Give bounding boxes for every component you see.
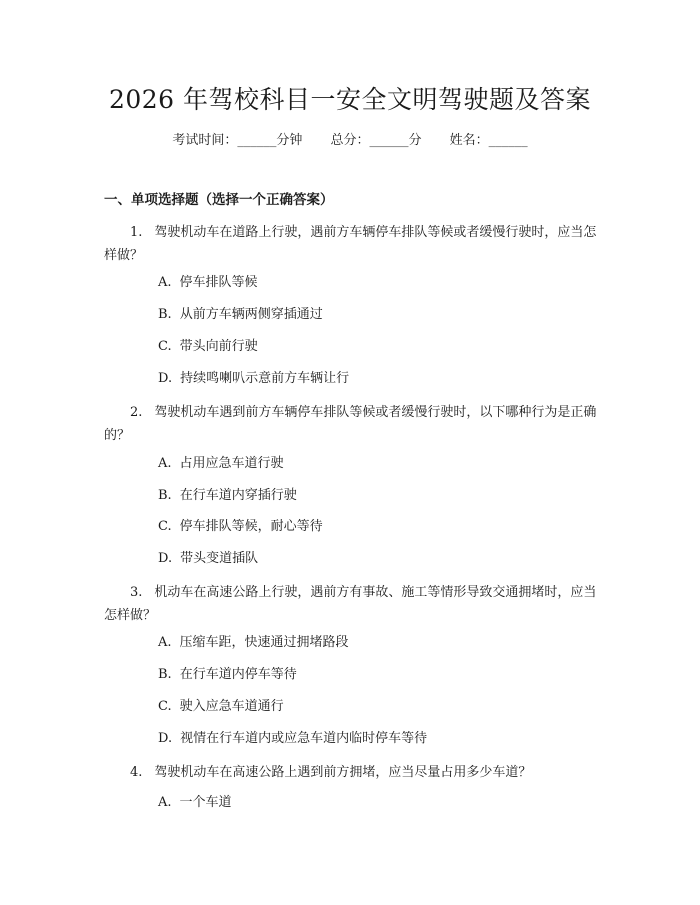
option-letter: C. bbox=[158, 699, 172, 714]
question bbox=[104, 761, 604, 784]
option bbox=[158, 697, 284, 717]
option-letter: D. bbox=[158, 731, 173, 746]
section-heading: 一、单项选择题（选择一个正确答案） bbox=[104, 192, 334, 208]
option-text: 一个车道 bbox=[179, 795, 232, 810]
option-text: 从前方车辆两侧穿插通过 bbox=[179, 307, 323, 322]
question-text: 驾驶机动车遇到前方车辆停车排队等候或者缓慢行驶时，以下哪种行为是正确的？ bbox=[104, 405, 597, 443]
exam-meta bbox=[0, 130, 700, 152]
exam-score: 总分：______分 bbox=[330, 133, 422, 148]
option bbox=[158, 665, 297, 685]
question-number: 3. bbox=[130, 585, 143, 600]
option bbox=[158, 633, 349, 653]
option-text: 持续鸣喇叭示意前方车辆让行 bbox=[180, 371, 350, 386]
option-letter: D. bbox=[158, 371, 173, 386]
option-text: 占用应急车道行驶 bbox=[179, 456, 284, 471]
option-letter: C. bbox=[158, 519, 172, 534]
option bbox=[158, 305, 323, 325]
option bbox=[158, 549, 258, 569]
question bbox=[104, 221, 604, 267]
option bbox=[158, 273, 258, 293]
option-text: 带头变道插队 bbox=[180, 551, 259, 566]
option bbox=[158, 486, 297, 506]
option-letter: B. bbox=[158, 307, 172, 322]
option-text: 停车排队等候 bbox=[179, 275, 258, 290]
question-text: 驾驶机动车在道路上行驶，遇前方车辆停车排队等候或者缓慢行驶时，应当怎样做？ bbox=[104, 225, 597, 263]
option-letter: A. bbox=[158, 275, 172, 290]
option-letter: A. bbox=[158, 635, 172, 650]
option-text: 压缩车距，快速通过拥堵路段 bbox=[179, 635, 349, 650]
option bbox=[158, 517, 323, 537]
option-text: 驶入应急车道通行 bbox=[179, 699, 284, 714]
question-number: 1. bbox=[130, 225, 143, 240]
question-number: 4. bbox=[130, 765, 143, 780]
option-text: 在行车道内穿插行驶 bbox=[179, 488, 297, 503]
exam-name: 姓名：______ bbox=[449, 133, 528, 148]
option-text: 停车排队等候，耐心等待 bbox=[179, 519, 323, 534]
question-text: 机动车在高速公路上行驶，遇前方有事故、施工等情形导致交通拥堵时，应当怎样做？ bbox=[104, 585, 597, 623]
option-letter: B. bbox=[158, 667, 172, 682]
option-letter: D. bbox=[158, 551, 173, 566]
option-letter: B. bbox=[158, 488, 172, 503]
option-text: 带头向前行驶 bbox=[179, 339, 258, 354]
option bbox=[158, 454, 284, 474]
question bbox=[104, 401, 604, 447]
question-text: 驾驶机动车在高速公路上遇到前方拥堵，应当尽量占用多少车道？ bbox=[154, 765, 532, 780]
question-number: 2. bbox=[130, 405, 143, 420]
question bbox=[104, 581, 604, 627]
option-letter: A. bbox=[158, 795, 172, 810]
document-title: 2026 年驾校科目一安全文明驾驶题及答案 bbox=[108, 85, 592, 114]
option bbox=[158, 337, 258, 357]
option-letter: C. bbox=[158, 339, 172, 354]
option bbox=[158, 729, 427, 749]
exam-time: 考试时间：______分钟 bbox=[172, 133, 303, 148]
option-text: 视情在行车道内或应急车道内临时停车等待 bbox=[180, 731, 428, 746]
option bbox=[158, 793, 232, 813]
option bbox=[158, 369, 349, 389]
option-letter: A. bbox=[158, 456, 172, 471]
option-text: 在行车道内停车等待 bbox=[179, 667, 297, 682]
